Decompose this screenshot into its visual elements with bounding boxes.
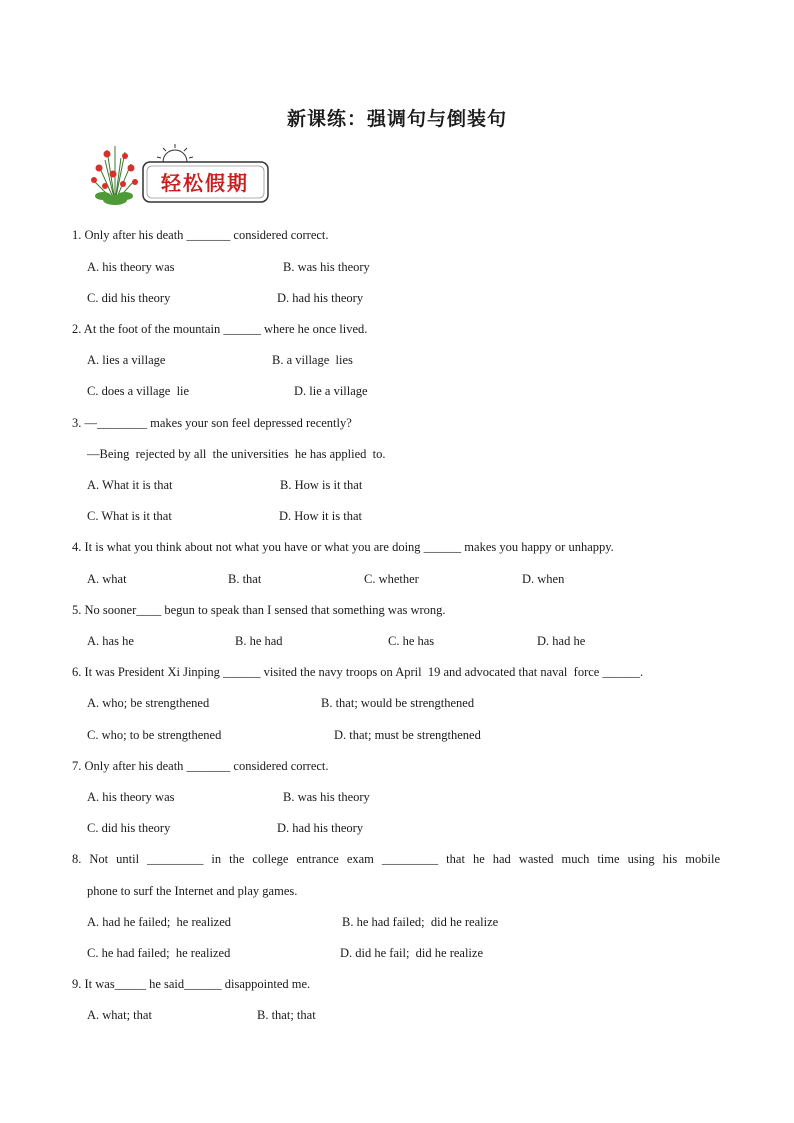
answer-option[interactable]: D. that; must be strengthened (334, 728, 481, 742)
answer-option[interactable]: B. was his theory (283, 260, 370, 274)
answer-option[interactable]: B. a village lies (272, 353, 353, 367)
answer-option[interactable]: B. that; that (257, 1008, 316, 1022)
answer-option[interactable]: A. his theory was (87, 260, 175, 274)
answer-option[interactable]: A. has he (87, 634, 134, 648)
holiday-banner (85, 140, 275, 210)
answer-option[interactable]: A. his theory was (87, 790, 175, 804)
answer-option[interactable]: C. What is it that (87, 509, 172, 523)
question-stem: 7. Only after his death _______ considered correct. (72, 759, 329, 773)
question-stem: 3. —________ makes your son feel depressed recently? (72, 416, 352, 430)
answer-option[interactable]: D. had he (537, 634, 586, 648)
answer-option[interactable]: C. did his theory (87, 291, 171, 305)
answer-option[interactable]: C. he has (388, 634, 435, 648)
answer-option[interactable]: A. lies a village (87, 353, 166, 367)
answer-option[interactable]: D. lie a village (294, 384, 368, 398)
answer-option[interactable]: B. he had failed; did he realize (342, 915, 499, 929)
answer-option[interactable]: B. How is it that (280, 478, 363, 492)
answer-option[interactable]: D. did he fail; did he realize (340, 946, 483, 960)
banner-text: 轻松假期 (161, 171, 249, 195)
question-stem: 9. It was_____ he said______ disappointed me. (72, 977, 311, 991)
answer-option[interactable]: A. what (87, 572, 127, 586)
question-stem: 5. No sooner____ begun to speak than I sensed that something was wrong. (72, 603, 446, 617)
answer-option[interactable]: C. he had failed; he realized (87, 946, 231, 960)
answer-option[interactable]: D. had his theory (277, 821, 364, 835)
question-stem: 6. It was President Xi Jinping ______ visited the navy troops on April 19 and advocated that naval force ______. (72, 665, 644, 679)
flower-icon (85, 140, 275, 210)
answer-option[interactable]: D. How it is that (279, 509, 362, 523)
question-stem: 8. Not until _________ in the college entrance exam _________ that he had wasted much time using his mobile (72, 852, 720, 866)
answer-option[interactable]: D. had his theory (277, 291, 364, 305)
question-stem: 4. It is what you think about not what you have or what you are doing ______ makes you happy or unhappy. (72, 540, 614, 554)
answer-option[interactable]: A. who; be strengthened (87, 696, 210, 710)
question-stem: 2. At the foot of the mountain ______ where he once lived. (72, 322, 368, 336)
answer-option[interactable]: B. that (228, 572, 262, 586)
answer-option[interactable]: D. when (522, 572, 565, 586)
answer-option[interactable]: C. who; to be strengthened (87, 728, 222, 742)
answer-option[interactable]: B. that; would be strengthened (321, 696, 475, 710)
answer-option[interactable]: A. what; that (87, 1008, 152, 1022)
page-title: 新课练：强调句与倒装句 (286, 108, 507, 130)
answer-option[interactable]: A. had he failed; he realized (87, 915, 232, 929)
answer-option[interactable]: C. does a village lie (87, 384, 190, 398)
answer-option[interactable]: C. did his theory (87, 821, 171, 835)
answer-option[interactable]: C. whether (364, 572, 419, 586)
answer-option[interactable]: B. was his theory (283, 790, 370, 804)
question-stem: —Being rejected by all the universities he has applied to. (87, 447, 386, 461)
answer-option[interactable]: B. he had (235, 634, 283, 648)
question-stem: phone to surf the Internet and play games. (87, 884, 298, 898)
answer-option[interactable]: A. What it is that (87, 478, 173, 492)
question-stem: 1. Only after his death _______ considered correct. (72, 228, 329, 242)
